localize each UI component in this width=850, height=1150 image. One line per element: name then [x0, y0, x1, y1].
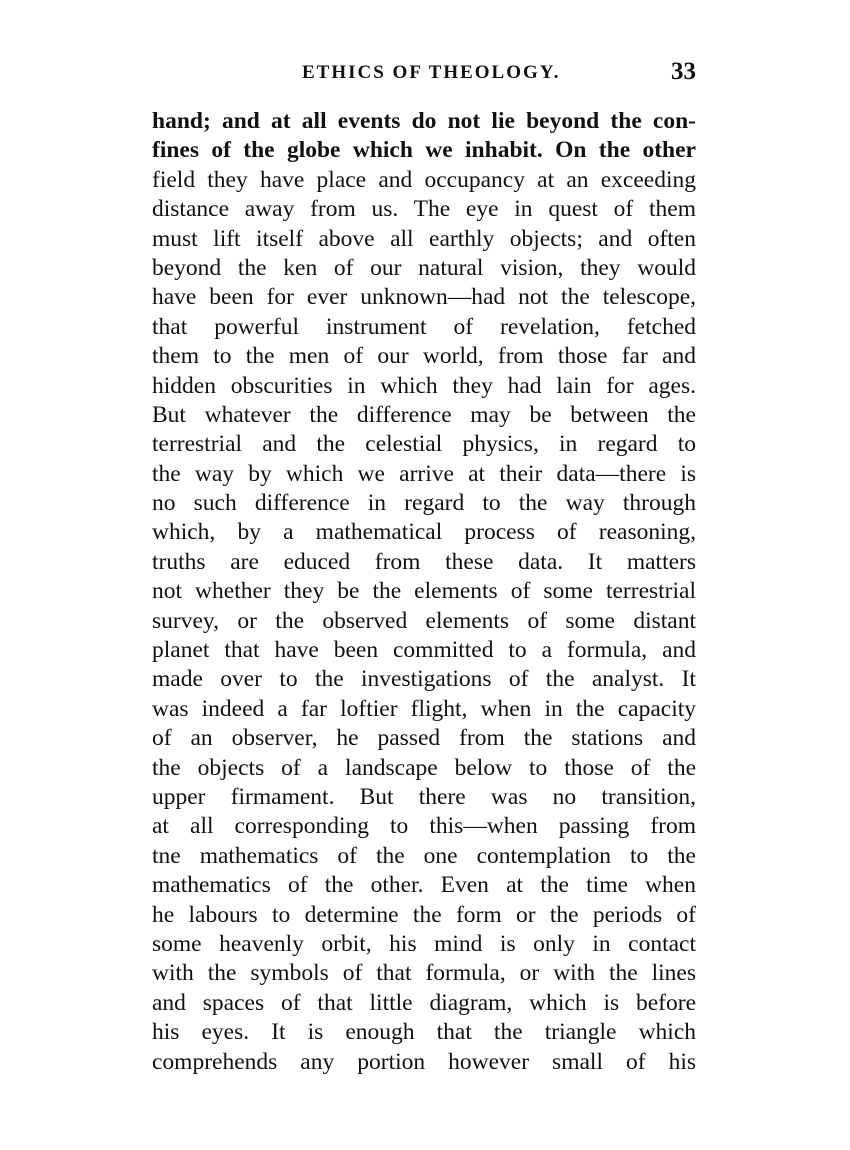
- text-line: distance away from us. The eye in quest of them: [152, 196, 696, 223]
- text-line: terrestrial and the celestial physics, in regard to: [152, 431, 696, 458]
- running-head: [152, 58, 696, 92]
- text-line: field they have place and occupancy at an exceeding: [152, 166, 696, 193]
- text-line: he labours to determine the form or the periods of: [152, 901, 696, 928]
- text-line: not whether they be the elements of some terrestrial: [152, 578, 696, 605]
- text-line: some heavenly orbit, his mind is only in contact: [152, 930, 696, 957]
- text-line: the way by which we arrive at their data—there is: [152, 460, 696, 487]
- text-line: tne mathematics of the one contemplation to the: [152, 842, 696, 869]
- text-line: made over to the investigations of the analyst. It: [152, 666, 696, 693]
- text-line: at all corresponding to this—when passing from: [152, 813, 696, 840]
- text-line: But whatever the difference may be between the: [152, 401, 696, 428]
- text-line: hand; and at all events do not lie beyond the con-: [152, 108, 696, 134]
- text-line: survey, or the observed elements of some distant: [152, 607, 696, 634]
- text-line: no such difference in regard to the way through: [152, 490, 696, 517]
- text-line: the objects of a landscape below to those of the: [152, 754, 696, 781]
- text-line: comprehends any portion however small of his: [152, 1048, 696, 1075]
- body-text: [152, 107, 696, 1077]
- text-line: truths are educed from these data. It matters: [152, 548, 696, 575]
- text-line: beyond the ken of our natural vision, they would: [152, 254, 696, 281]
- text-line: mathematics of the other. Even at the time when: [152, 872, 696, 899]
- text-line: them to the men of our world, from those far and: [152, 343, 696, 370]
- text-line: and spaces of that little diagram, which is before: [152, 989, 696, 1016]
- text-line: must lift itself above all earthly objects; and often: [152, 225, 696, 252]
- text-line: upper firmament. But there was no transition,: [152, 783, 696, 810]
- text-line: his eyes. It is enough that the triangle which: [152, 1019, 696, 1046]
- page-number: 33: [671, 58, 696, 85]
- text-line: have been for ever unknown—had not the telescope,: [152, 284, 696, 311]
- text-line: with the symbols of that formula, or with the lines: [152, 960, 696, 987]
- running-title: ETHICS OF THEOLOGY.: [302, 62, 561, 83]
- text-line: that powerful instrument of revelation, fetched: [152, 313, 696, 340]
- text-line: fines of the globe which we inhabit. On the other: [152, 137, 696, 164]
- text-line: planet that have been committed to a formula, and: [152, 637, 696, 664]
- text-line: of an observer, he passed from the stations and: [152, 725, 696, 752]
- text-line: hidden obscurities in which they had lain for ages.: [152, 372, 696, 399]
- text-line: was indeed a far loftier flight, when in the capacity: [152, 695, 696, 722]
- text-line: which, by a mathematical process of reasoning,: [152, 519, 696, 546]
